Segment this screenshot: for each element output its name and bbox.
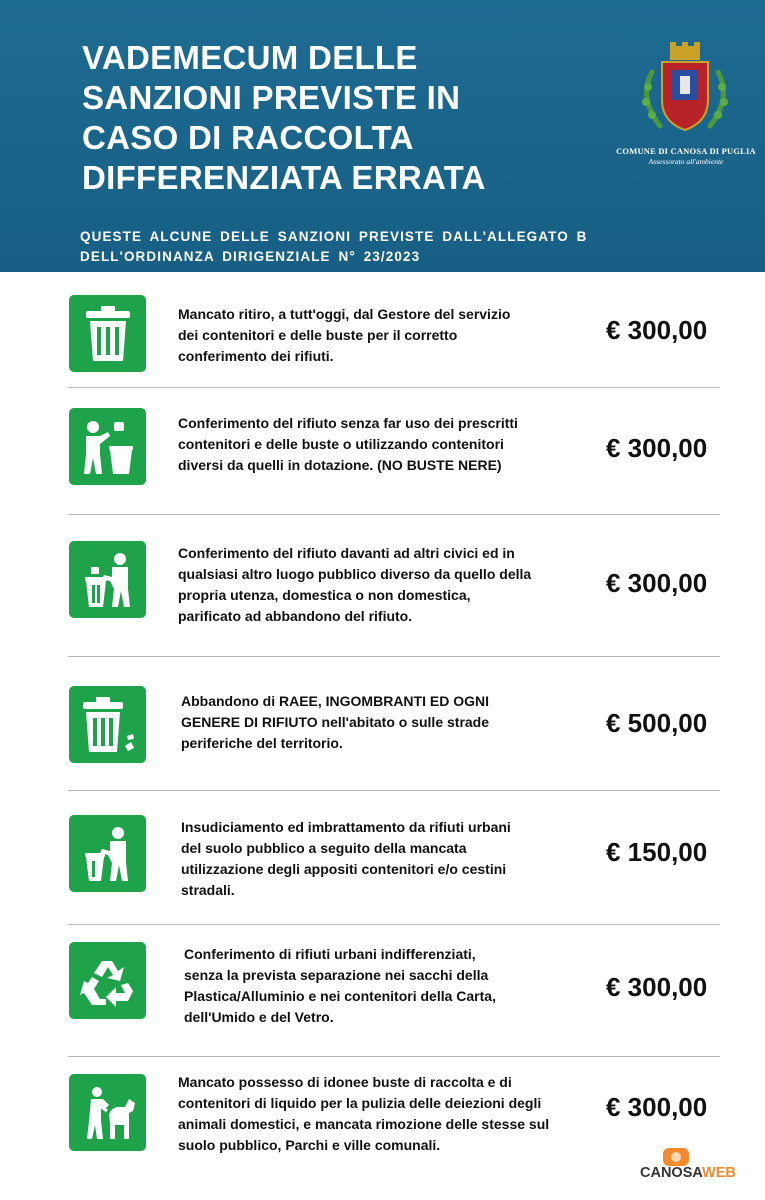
canosaweb-logo xyxy=(640,1148,760,1188)
row-divider xyxy=(68,514,720,515)
person-disposing-bag-icon xyxy=(69,408,146,485)
description-line: contenitori di liquido per la pulizia delle deiezioni degli xyxy=(178,1095,542,1111)
subtitle-line: DELL'ORDINANZA DIRIGENZIALE N° 23/2023 xyxy=(80,249,421,264)
sanction-amount: € 300,00 xyxy=(606,972,708,1002)
subtitle-line: QUESTE ALCUNE DELLE SANZIONI PREVISTE DALL'ALLEGATO B xyxy=(80,229,588,244)
description-line: qualsiasi altro luogo pubblico diverso da quello della xyxy=(178,566,532,582)
brand-part-2: WEB xyxy=(702,1165,736,1181)
crest-caption xyxy=(612,146,760,166)
description-line: Plastica/Alluminio e nei contenitori della Carta, xyxy=(184,988,496,1004)
sanction-amount: € 150,00 xyxy=(606,837,708,867)
title-line: CASO DI RACCOLTA xyxy=(82,119,414,156)
crest-caption-text: COMUNE DI CANOSA DI PUGLIA xyxy=(616,146,756,156)
description-line: dell'Umido e del Vetro. xyxy=(184,1009,334,1025)
sanction-description xyxy=(178,413,598,476)
page-subtitle xyxy=(80,227,640,267)
row-divider xyxy=(68,1056,720,1057)
title-line: SANZIONI PREVISTE IN xyxy=(82,79,461,116)
page-title xyxy=(82,38,622,198)
person-littering-icon xyxy=(69,541,146,618)
description-line: Mancato possesso di idonee buste di raccolta e di xyxy=(178,1074,512,1090)
description-line: periferiche del territorio. xyxy=(181,735,343,751)
description-line: GENERE DI RIFIUTO nell'abitato o sulle strade xyxy=(181,714,490,730)
description-line: Insudiciamento ed imbrattamento da rifiuti urbani xyxy=(181,819,511,835)
trash-bin-debris-icon xyxy=(69,686,146,763)
row-divider xyxy=(68,790,720,791)
title-line: DIFFERENZIATA ERRATA xyxy=(82,159,486,196)
description-line: del suolo pubblico a seguito della mancata xyxy=(181,840,467,856)
camera-logo-icon xyxy=(663,1148,689,1166)
brand-part-1: CANOSA xyxy=(640,1165,703,1181)
header-banner xyxy=(0,0,765,272)
description-line: dei contenitori e delle buste per il corretto xyxy=(178,327,458,343)
description-line: utilizzazione degli appositi contenitori e/o cestini xyxy=(181,861,507,877)
sanction-description xyxy=(178,1072,598,1156)
description-line: propria utenza, domestica o non domestica, xyxy=(178,587,471,603)
sanction-description xyxy=(178,543,598,627)
sanction-amount: € 300,00 xyxy=(606,568,708,598)
description-line: conferimento dei rifiuti. xyxy=(178,348,334,364)
description-line: Abbandono di RAEE, INGOMBRANTI ED OGNI xyxy=(181,693,489,709)
sanction-amount: € 500,00 xyxy=(606,708,708,738)
description-line: senza la prevista separazione nei sacchi della xyxy=(184,967,489,983)
recycle-icon xyxy=(69,942,146,1019)
description-line: stradali. xyxy=(181,882,235,898)
description-line: Mancato ritiro, a tutt'oggi, dal Gestore del servizio xyxy=(178,306,511,322)
sanction-amount: € 300,00 xyxy=(606,1092,708,1122)
title-line: VADEMECUM DELLE xyxy=(82,39,418,76)
brand-wordmark xyxy=(640,1165,736,1181)
sanction-description xyxy=(181,817,601,901)
description-line: contenitori e delle buste o utilizzando contenitori xyxy=(178,436,504,452)
sanction-amount: € 300,00 xyxy=(606,315,708,345)
description-line: Conferimento di rifiuti urbani indifferenziati, xyxy=(184,946,476,962)
description-line: animali domestici, e mancata rimozione delle stesse sul xyxy=(178,1116,550,1132)
description-line: Conferimento del rifiuto senza far uso dei prescritti xyxy=(178,415,518,431)
person-bin-icon xyxy=(69,815,146,892)
row-divider xyxy=(68,656,720,657)
trash-bin-icon xyxy=(69,295,146,372)
sanction-description xyxy=(178,304,598,367)
crest-subcaption-text: Assessorato all'ambiente xyxy=(648,157,724,166)
row-divider xyxy=(68,924,720,925)
sanction-description xyxy=(181,691,601,754)
sanction-amount: € 300,00 xyxy=(606,433,708,463)
description-line: diversi da quelli in dotazione. (NO BUSTE NERE) xyxy=(178,457,502,473)
description-line: parificato ad abbandono del rifiuto. xyxy=(178,608,413,624)
municipal-crest-icon xyxy=(632,42,738,138)
dog-waste-icon xyxy=(69,1074,146,1151)
description-line: suolo pubblico, Parchi e ville comunali. xyxy=(178,1137,441,1153)
row-divider xyxy=(68,387,720,388)
description-line: Conferimento del rifiuto davanti ad altri civici ed in xyxy=(178,545,515,561)
sanction-description xyxy=(184,944,604,1028)
